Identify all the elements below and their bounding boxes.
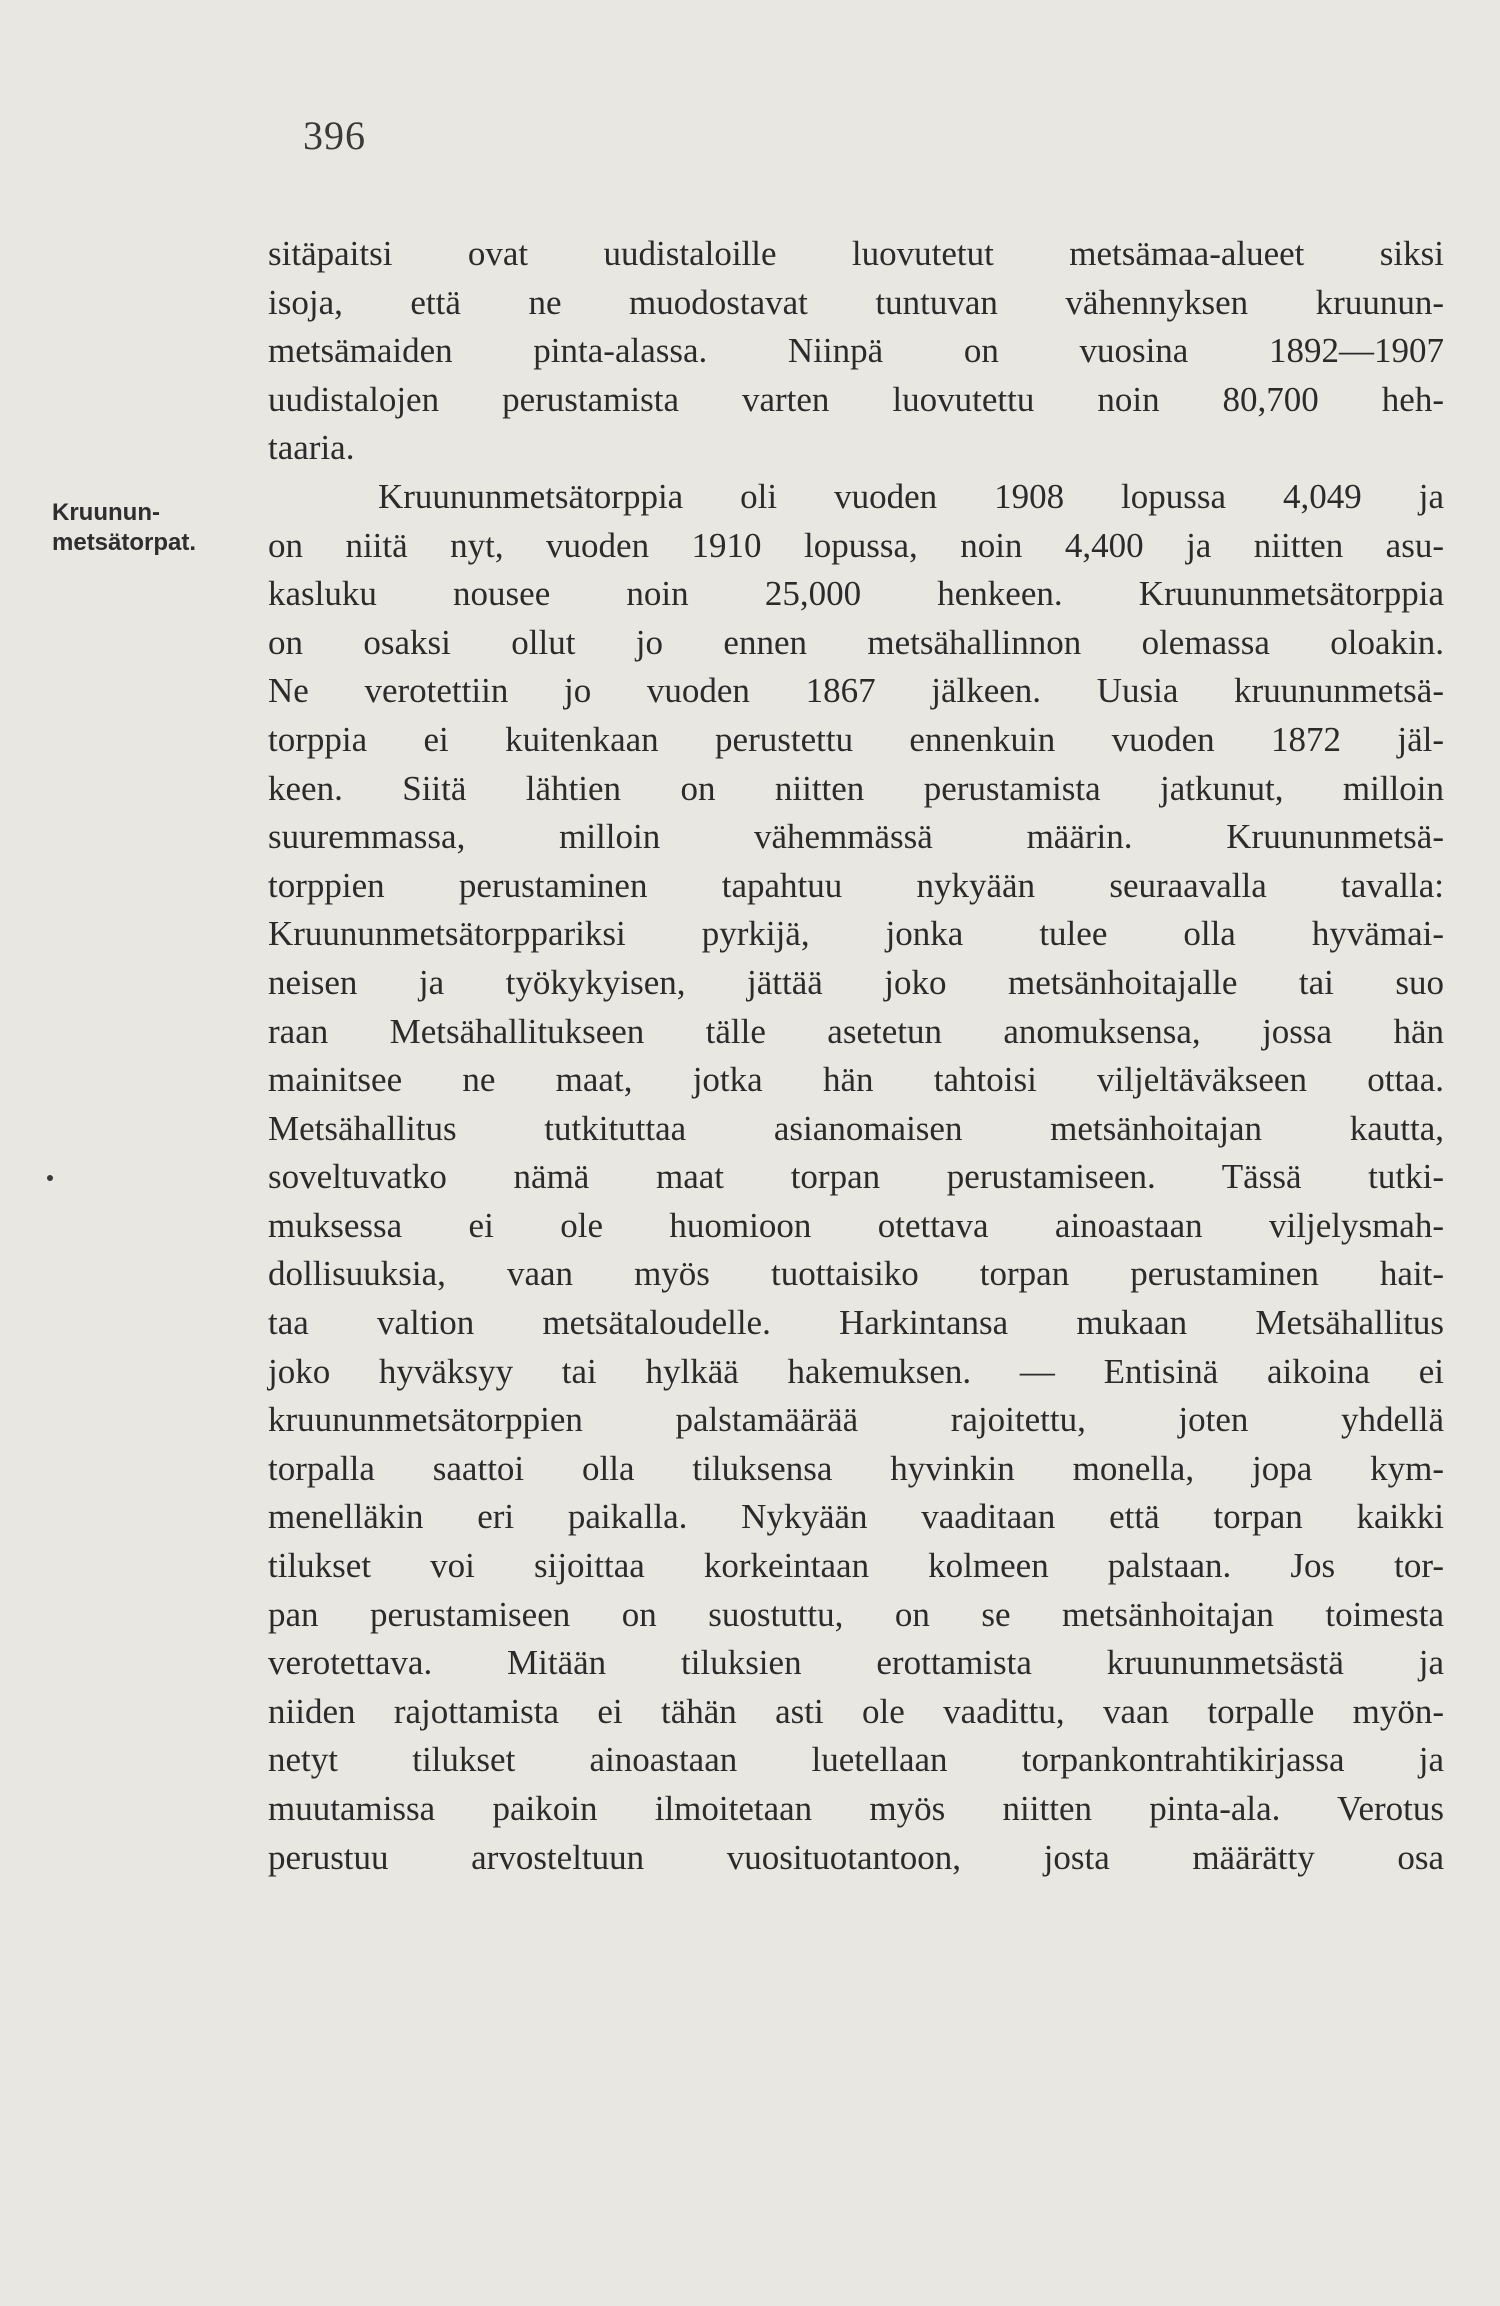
text-line: on niitä nyt, vuoden 1910 lopussa, noin 4,400 ja niitten asu- — [268, 525, 1444, 565]
text-line: torppien perustaminen tapahtuu nykyään seuraavalla tavalla: — [268, 865, 1444, 905]
text-line: perustuu arvosteltuun vuosituotantoon, josta määrätty osa — [268, 1837, 1444, 1877]
text-line: keen. Siitä lähtien on niitten perustamista jatkunut, milloin — [268, 768, 1444, 808]
text-line: torppia ei kuitenkaan perustettu ennenkuin vuoden 1872 jäl- — [268, 719, 1444, 759]
margin-note-line: metsätorpat. — [52, 529, 197, 556]
text-line: muutamissa paikoin ilmoitetaan myös niitten pinta-ala. Verotus — [268, 1789, 1444, 1828]
text-line: Ne verotettiin jo vuoden 1867 jälkeen. Uusia kruununmetsä- — [268, 671, 1444, 711]
text-line: joko hyväksyy tai hylkää hakemuksen. — Entisinä aikoina ei — [268, 1351, 1444, 1391]
text-line: soveltuvatko nämä maat torpan perustamiseen. Tässä tutki- — [268, 1157, 1444, 1197]
text-line: pan perustamiseen on suostuttu, on se metsänhoitajan toimesta — [268, 1594, 1444, 1634]
text-line: taaria. — [268, 428, 355, 468]
text-line: on osaksi ollut jo ennen metsähallinnon olemassa oloakin. — [268, 622, 1444, 662]
page-number: 396 — [303, 113, 366, 158]
text-line: kasluku nousee noin 25,000 henkeen. Kruununmetsätorppia — [268, 574, 1444, 614]
paragraph — [268, 230, 1444, 473]
text-line: muksessa ei ole huomioon otettava ainoastaan viljelysmah- — [268, 1205, 1444, 1245]
text-line: neisen ja työkykyisen, jättää joko metsänhoitajalle tai suo — [268, 962, 1444, 1002]
text-line: Kruununmetsätorppariksi pyrkijä, jonka tulee olla hyvämai- — [268, 914, 1444, 954]
text-line: isoja, että ne muodostavat tuntuvan vähennyksen kruunun- — [268, 282, 1444, 322]
text-line: menelläkin eri paikalla. Nykyään vaaditaan että torpan kaikki — [268, 1497, 1444, 1537]
text-line: uudistalojen perustamista varten luovutettu noin 80,700 heh- — [268, 379, 1444, 419]
text-line: sitäpaitsi ovat uudistaloille luovutetut metsämaa-alueet siksi — [268, 234, 1444, 273]
text-line: Metsähallitus tutkituttaa asianomaisen metsänhoitajan kautta, — [268, 1108, 1444, 1148]
text-line: Kruununmetsätorppia oli vuoden 1908 lopussa 4,049 ja — [378, 476, 1444, 516]
text-line: dollisuuksia, vaan myös tuottaisiko torpan perustaminen hait- — [268, 1254, 1444, 1294]
text-line: verotettava. Mitään tiluksien erottamista kruununmetsästä ja — [268, 1643, 1444, 1683]
text-line: torpalla saattoi olla tiluksensa hyvinkin monella, jopa kym- — [268, 1448, 1444, 1488]
paragraph — [268, 473, 1444, 1882]
text-line: mainitsee ne maat, jotka hän tahtoisi viljeltäväkseen ottaa. — [268, 1060, 1444, 1100]
text-line: taa valtion metsätaloudelle. Harkintansa mukaan Metsähallitus — [268, 1303, 1444, 1343]
margin-mark — [47, 1175, 53, 1181]
text-line: raan Metsähallitukseen tälle asetetun anomuksensa, jossa hän — [268, 1011, 1444, 1051]
text-line: suuremmassa, milloin vähemmässä määrin. Kruununmetsä- — [268, 817, 1444, 857]
text-line: metsämaiden pinta-alassa. Niinpä on vuosina 1892—1907 — [268, 331, 1444, 371]
body-text — [268, 230, 1444, 1882]
text-line: niiden rajottamista ei tähän asti ole vaadittu, vaan torpalle myön- — [268, 1691, 1444, 1731]
text-line: kruununmetsätorppien palstamäärää rajoitettu, joten yhdellä — [268, 1400, 1444, 1440]
text-line: tilukset voi sijoittaa korkeintaan kolmeen palstaan. Jos tor- — [268, 1546, 1444, 1586]
margin-note — [52, 498, 267, 558]
text-line: netyt tilukset ainoastaan luetellaan torpankontrahtikirjassa ja — [268, 1740, 1444, 1780]
margin-note-line: Kruunun- — [52, 499, 160, 526]
